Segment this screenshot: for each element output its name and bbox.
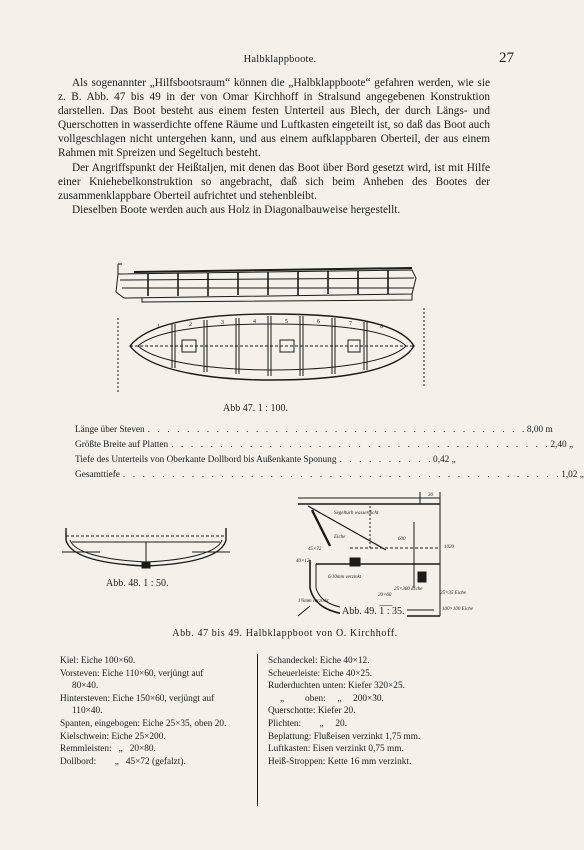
dimension-label: Gesamttiefe [75,470,120,480]
figure-label: Segeltuch wasserdicht [334,511,379,516]
spec-line: Kiel: Eiche 100×60. [60,656,136,666]
dimension-row [75,423,553,438]
figure-label: 1020 [444,545,454,550]
dimensions-table [75,423,584,483]
spec-line: „ oben: „ 200×30. [280,693,384,704]
spec-line: Plichten: „ 20. [268,718,348,729]
leader-dots: . . . . . . . . . . . . . . . . . . . . . . . . . . . . . . . . . . . . . . . [147,425,527,435]
paragraph: Dieselben Boote werden auch aus Holz in Diagonalbauweise hergestellt. [72,203,401,216]
spec-line: Schandeckel: Eiche 40×12. [268,656,370,666]
spec-line: Luftkasten: Eisen verzinkt 0,75 mm. [268,744,404,755]
dimension-label: Tiefe des Unterteils von Oberkante Dollbord bis Außenkante Sponung [75,455,337,465]
spec-line: Heiß-Stroppen: Kette 16 mm verzinkt. [268,756,412,767]
figure-label: 1¾mm verzinkt [298,599,329,604]
dimension-value: 1,02 „ [561,470,584,480]
leader-dots: . . . . . . . . . . . . . . . . . . . . . . . . . . . . . . . . . . . . . . . [171,440,551,450]
dimension-label: 30 [428,493,433,498]
figure-label: 40×12 [296,559,310,564]
spec-line: Hintersteven: Eiche 150×60, verjüngt auf [60,693,215,704]
figure-49-caption: Abb. 49. 1 : 35. [342,606,405,617]
page-number: 27 [499,50,514,66]
spec-line: Ruderduchten unten: Kiefer 320×25. [268,681,405,692]
section-number: 2 [189,322,192,328]
figure-label: Eiche [334,535,346,540]
figure-label: 25×380 Eiche [394,587,423,592]
running-head: Halbklappboote. [243,54,317,65]
spec-line: Querschotte: Kiefer 20. [268,706,356,717]
figure-label: 100×100 Eiche [442,607,474,612]
spec-line: Kielschwein: Eiche 25×200. [60,731,166,742]
figure-label: 45×72 [308,547,322,552]
figure-label: 6/10mm verzinkt [328,575,362,580]
paragraph: Der Angriffspunkt der Heißtaljen, mit denen das Boot über Bord gesetzt wird, ist mit Hilfe einer Kniehebelkonstruktion so angebracht, daß sich beim Anheben des Bootes der zusammenklappbare Oberteil aufrichtet und stehenbleibt. [58,161,490,202]
section-number: 5 [285,319,288,325]
spec-line: Beplattung: Flußeisen verzinkt 1,75 mm. [268,731,421,742]
figure-48-caption: Abb. 48. 1 : 50. [106,578,169,589]
spec-line: Vorsteven: Eiche 110×60, verjüngt auf [60,668,204,679]
dimension-row [75,438,574,453]
figure-label: 25×35 Eiche [440,591,467,596]
dimension-row [75,468,584,483]
leader-dots: . . . . . . . . . . [339,455,434,465]
spec-line: Remmleisten: „ 20×80. [60,744,156,755]
spec-line: 110×40. [72,706,103,717]
figure-49-detail-section [290,488,474,624]
dimension-label: Größte Breite auf Platten [75,440,169,450]
column-divider [257,654,258,806]
specs-right-column [268,655,486,768]
spec-line: 80×40. [72,681,99,692]
dimension-row [75,453,459,468]
dimension-value: 2,40 „ [550,440,574,450]
leader-dots: . . . . . . . . . . . . . . . . . . . . . . . . . . . . . . . . . . . . . . . . . . . . . [122,470,562,480]
figure-47-boat-elevation-plan [112,258,434,408]
dimension-value: 8,00 m [526,425,553,435]
figure-label: 20×60 [378,593,392,598]
figure-label: 600 [398,537,406,542]
spec-line: Spanten, eingebogen: Eiche 25×35, oben 20. [60,718,227,729]
section-number: 4 [253,319,256,325]
figure-48-cross-section [60,520,232,572]
body-text [58,76,490,217]
paragraph: Als sogenannter „Hilfsbootsraum“ können die „Halbklappboote“ gefahren werden, wie sie z. B. Abb. 47 bis 49 in der von Omar Kirchhoff in Stralsund angegebenen Konstruktion darstellen. Das Boot besteht aus einem festen Unterteil aus Blech, der durch Längs- und Querschotten in wasserdichte offene Räume und Luftkasten eingeteilt ist, so daß das Boot auch vollgeschlagen nicht untergehen kann, und aus einem aufklappbaren Oberteil, der aus einem Rahmen mit Spreizen und Segeltuch besteht. [58,77,490,160]
section-number: 6 [317,319,320,325]
dimension-value: 0,42 „ [433,455,456,465]
section-number: 7 [349,321,352,327]
figure-47-caption: Abb 47. 1 : 100. [223,403,288,414]
section-number: 8 [380,324,383,330]
dimension-label: Länge über Steven [75,425,145,435]
figure-group-caption: Abb. 47 bis 49. Halbklappboot von O. Kirchhoff. [172,628,398,639]
specs-left-column [60,655,246,768]
spec-line: Dollbord: „ 45×72 (gefalzt). [60,756,186,767]
section-number: 3 [221,320,224,326]
spec-line: Scheuerleiste: Eiche 40×25. [268,668,373,679]
section-number: 1 [157,324,160,330]
